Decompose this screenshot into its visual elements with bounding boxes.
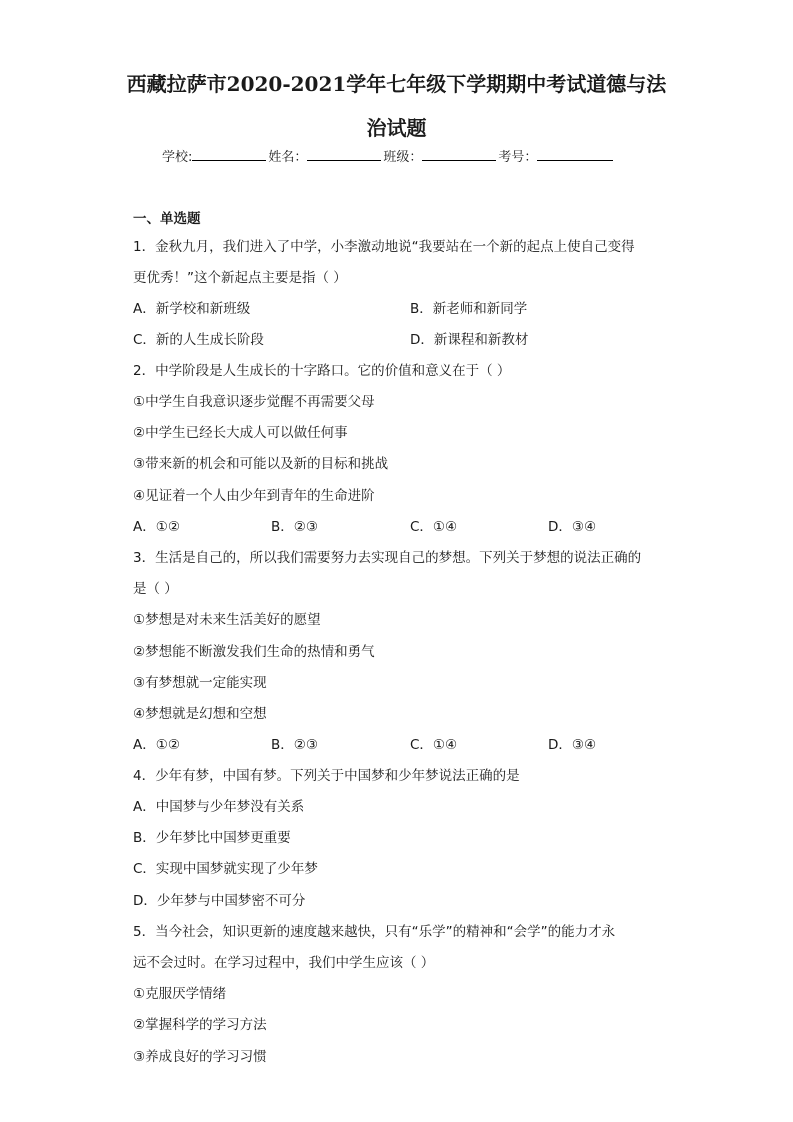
q3-option-d: D．③④	[548, 737, 597, 753]
q1-option-d: D．新课程和新教材	[410, 332, 529, 348]
q2-option-c: C．①④	[410, 519, 458, 535]
q1-option-c: C．新的人生成长阶段	[133, 332, 264, 348]
q2-item-3: ③带来新的机会和可能以及新的目标和挑战	[133, 456, 389, 472]
q1-stem-line1: 1．金秋九月，我们进入了中学，小李激动地说“我要站在一个新的起点上使自己变得	[133, 239, 635, 255]
q3-item-2: ②梦想能不断激发我们生命的热情和勇气	[133, 644, 375, 660]
q4-option-b: B．少年梦比中国梦更重要	[133, 830, 291, 846]
q1-stem-line2: 更优秀！”这个新起点主要是指（ ）	[133, 270, 347, 286]
q4-option-c: C．实现中国梦就实现了少年梦	[133, 861, 318, 877]
q4-option-a: A．中国梦与少年梦没有关系	[133, 799, 305, 815]
q3-item-4: ④梦想就是幻想和空想	[133, 706, 267, 722]
exam-title-line1: 西藏拉萨市2020-2021学年七年级下学期期中考试道德与法	[126, 72, 667, 96]
q2-item-1: ①中学生自我意识逐步觉醒不再需要父母	[133, 394, 375, 410]
q3-stem-line1: 3．生活是自己的，所以我们需要努力去实现自己的梦想。下列关于梦想的说法正确的	[133, 550, 642, 566]
q3-option-a: A．①②	[133, 737, 180, 753]
q2-stem: 2．中学阶段是人生成长的十字路口。它的价值和意义在于（ ）	[133, 363, 511, 379]
class-blank[interactable]	[422, 146, 496, 161]
exam-number-blank[interactable]	[537, 146, 613, 161]
q5-stem-line2: 远不会过时。在学习过程中，我们中学生应该（ ）	[133, 955, 435, 971]
q2-option-a: A．①②	[133, 519, 180, 535]
q1-option-a: A．新学校和新班级	[133, 301, 251, 317]
q5-item-3: ③养成良好的学习习惯	[133, 1049, 267, 1065]
class-label: 班级：	[383, 150, 423, 165]
section-title: 一、单选题	[133, 211, 201, 227]
exam-title-line2: 治试题	[366, 116, 427, 140]
q2-option-b: B．②③	[271, 519, 318, 535]
q2-item-2: ②中学生已经长大成人可以做任何事	[133, 425, 348, 441]
q3-option-c: C．①④	[410, 737, 458, 753]
q5-item-2: ②掌握科学的学习方法	[133, 1017, 267, 1033]
q2-option-d: D．③④	[548, 519, 597, 535]
name-label: 姓名：	[268, 150, 308, 165]
q5-item-1: ①克服厌学情绪	[133, 986, 227, 1002]
q3-option-b: B．②③	[271, 737, 318, 753]
q3-item-3: ③有梦想就一定能实现	[133, 675, 267, 691]
q2-item-4: ④见证着一个人由少年到青年的生命进阶	[133, 488, 375, 504]
school-blank[interactable]	[192, 146, 266, 161]
name-blank[interactable]	[307, 146, 381, 161]
q3-stem-line2: 是（ ）	[133, 581, 178, 597]
exam-number-label: 考号：	[498, 150, 538, 165]
q4-stem: 4．少年有梦，中国有梦。下列关于中国梦和少年梦说法正确的是	[133, 768, 520, 784]
q3-item-1: ①梦想是对未来生活美好的愿望	[133, 612, 321, 628]
student-info-row	[162, 146, 613, 165]
q4-option-d: D．少年梦与中国梦密不可分	[133, 893, 306, 909]
q5-stem-line1: 5．当今社会，知识更新的速度越来越快，只有“乐学”的精神和“会学”的能力才永	[133, 924, 616, 940]
school-label: 学校:	[162, 150, 193, 165]
q1-option-b: B．新老师和新同学	[410, 301, 528, 317]
